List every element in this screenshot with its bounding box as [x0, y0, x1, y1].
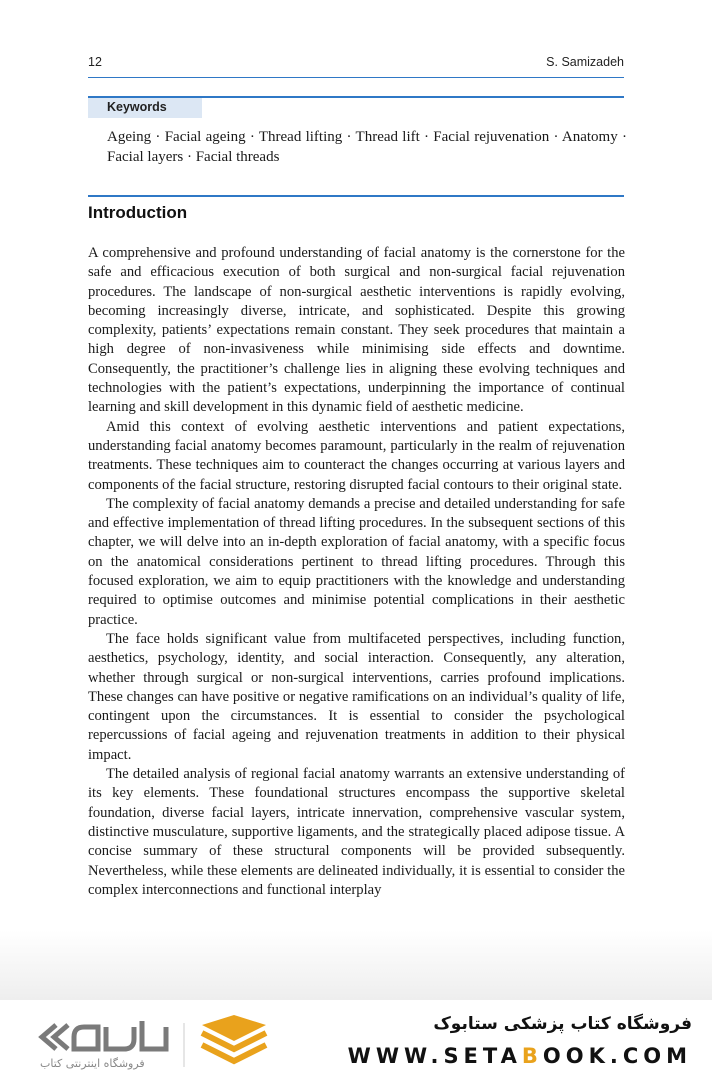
running-head-author: S. Samizadeh [546, 55, 624, 69]
keywords-label: Keywords [107, 100, 167, 114]
section-title: Introduction [88, 203, 188, 222]
paragraph: Amid this context of evolving aesthetic interventions and patient expectations, understanding facial anatomy becomes paramount, particularly in the realm of rejuvenation treatments. These techniques aim to counteract the changes occurring at various layers and components of the facial structure, restoring disrupted facial contours to their original state. [88, 418, 625, 493]
paragraph: The face holds significant value from multifaceted perspectives, including function, aesthetics, psychology, identity, and social interaction. Consequently, any alteration, whether through surgical or non-surgical interventions, carries profound implications. These changes can have positive or negative ramifications on an individual’s quality of life, contingent upon the circumstances. It is essential to consider the psychological repercussions of facial ageing and rejuvenation treatments in addition to their physical impact. [88, 630, 625, 763]
paragraph: A comprehensive and profound understanding of facial anatomy is the cornerstone for the safe and efficacious execution of both surgical and non-surgical facial rejuvenation procedures. The landscape of non-surgical aesthetic interventions is rapidly evolving, becoming increasingly diverse, intricate, and sophisticated. Despite this growing complexity, patients’ expectations remain constant. They seek procedures that maintain a high degree of non-invasiveness while minimising side effects and downtime. Consequently, the practitioner’s challenge lies in aligning these evolving techniques and technologies with the patient’s expectations, underpinning the importance of continual learning and skill development in this dynamic field of aesthetic medicine. [88, 245, 625, 416]
page-number: 12 [88, 55, 102, 69]
url-highlight: B [521, 1044, 543, 1068]
logo-caption: فروشگاه اینترنتی کتاب [40, 1057, 145, 1070]
paragraph: The complexity of facial anatomy demands a precise and detailed understanding for safe and effective implementation of thread lifting procedures. In the subsequent sections of this chapter, we will delve into an in-depth exploration of facial anatomy, with a specific focus on the anatomical considerations pertinent to thread lifting procedures. Through this focused exploration, we aim to equip practitioners with the knowledge and understanding required to optimise outcomes and minimise potential complications in their aesthetic practice. [88, 495, 625, 628]
keywords-list: Ageing · Facial ageing · Thread lifting · Thread lift · Facial rejuvenation · Anatomy · Facial layers · Facial threads [107, 129, 627, 165]
url-part: SETA [443, 1044, 522, 1068]
running-head [88, 55, 624, 75]
paragraph: The detailed analysis of regional facial anatomy warrants an extensive understanding of its key elements. These foundational structures encompass the supportive skeletal foundation, diverse facial layers, intricate innervation, comprehensive vascular system, distinctive musculature, supportive ligaments, and the strategically placed adipose tissue. A concise summary of these structural components will be provided subsequently. Nevertheless, while these elements are delineated individually, it is essential to consider the complex interconnections and functional interplay [88, 766, 625, 898]
keywords-bottom-rule [88, 195, 624, 197]
body-text [88, 244, 625, 900]
url-part: OOK.COM [542, 1044, 692, 1068]
store-name: فروشگاه کتاب پزشکی ستابوک [433, 1014, 692, 1034]
store-url-link[interactable] [348, 1044, 692, 1068]
url-part: WWW. [347, 1044, 444, 1068]
store-footer [0, 1000, 712, 1079]
header-rule [88, 77, 624, 78]
